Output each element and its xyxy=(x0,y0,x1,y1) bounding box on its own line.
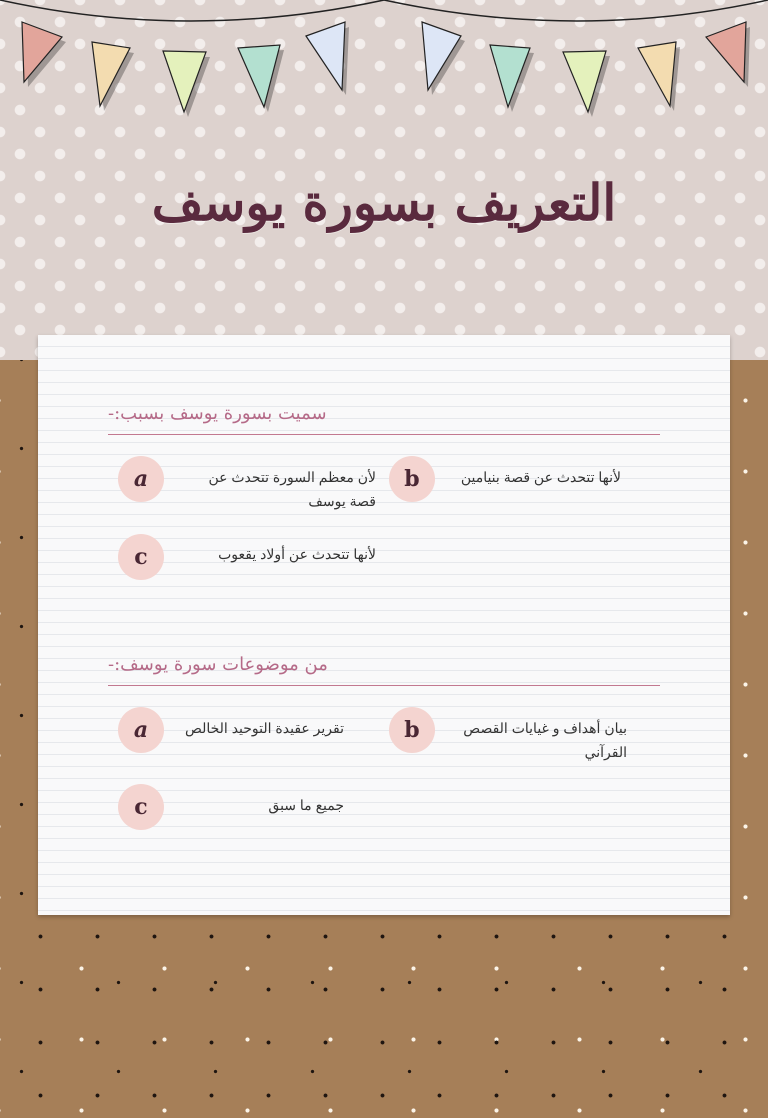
question-1-title: سميت بسورة يوسف بسبب:- xyxy=(108,403,660,435)
option-b-badge[interactable]: b xyxy=(389,456,435,502)
option-a-badge[interactable]: a xyxy=(118,707,164,753)
bunting-flag xyxy=(638,42,676,106)
page-title: التعريف بسورة يوسف xyxy=(151,173,617,232)
option-a-badge[interactable]: a xyxy=(118,456,164,502)
option-b-badge[interactable]: b xyxy=(389,707,435,753)
option-a-text[interactable]: تقرير عقيدة التوحيد الخالص xyxy=(184,720,344,736)
worksheet-card xyxy=(38,335,730,915)
question-2-title: من موضوعات سورة يوسف:- xyxy=(108,654,660,686)
option-b-text[interactable]: بيان أهداف و غيايات القصص القرآني xyxy=(463,720,627,760)
option-c-text[interactable]: لأنها تتحدث عن أولاد يقعوب xyxy=(218,546,376,562)
bunting-flag xyxy=(706,22,746,82)
bunting-flag xyxy=(306,22,345,90)
option-c-badge[interactable]: c xyxy=(118,534,164,580)
option-a-text[interactable]: لأن معظم السورة تتحدث عن قصة يوسف xyxy=(208,469,376,509)
option-c-badge[interactable]: c xyxy=(118,784,164,830)
option-b-text[interactable]: لأنها تتحدث عن قصة بنيامين xyxy=(460,469,621,485)
option-c-text[interactable]: جميع ما سبق xyxy=(268,797,344,813)
bunting-decoration xyxy=(0,0,768,130)
